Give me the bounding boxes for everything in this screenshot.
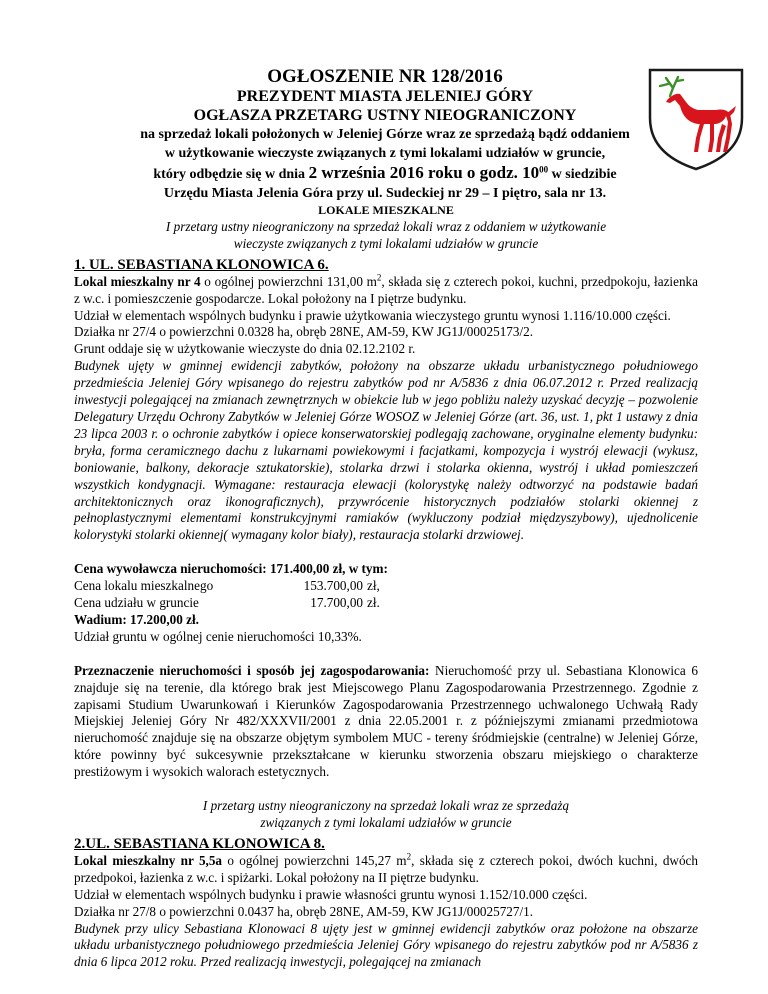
section-2-share: Udział w elementach wspólnych budynku i prawie własności gruntu wynosi 1.152/10.000 części. bbox=[74, 886, 588, 902]
document-body bbox=[74, 202, 698, 971]
price-row: Cena lokalu mieszkalnego 153.700,00 zł, bbox=[74, 578, 380, 594]
header-line-5: w użytkowanie wieczyste związanych z tymi lokalami udziałów w gruncie, bbox=[164, 146, 606, 161]
section-1-purpose: Przeznaczenie nieruchomości i sposób jej zagospodarowania: Nieruchomość przy ul. Sebastiana Klonowica 6 znajduje się na terenie, dla którego brak jest Miejscowego Planu Zagospodarowania Przestrzennego. Zgodnie z zapisami Studium Uwarunkowań i Kierunków Zagospodarowania Przestrzennego uchwalonego Uchwałą Rady Miejskiej Jeleniej Góry Nr 482/XXXVII/2001 z dnia 22.05.2001 r. z późniejszymi zmianami przedmiotowa nieruchomość znajduje się na obszarze objętym symbolem MUC - tereny śródmiejskie (centralne) w Jeleniej Górze, które powinny być sukcesywnie przekształcane w kierunku stworzenia obszaru miejskiego o charakterze prestiżowym i wysokich walorach estetycznych. bbox=[74, 662, 698, 780]
auction-date: 2 września 2016 roku o godz. 10 bbox=[308, 163, 540, 182]
section-1-price-total: Cena wywoławcza nieruchomości: 171.400,00 zł, w tym: bbox=[74, 561, 388, 577]
header-line-6: który odbędzie się w dnia 2 września 2016 roku o godz. $10^{00}$ w siedzibie bbox=[153, 163, 617, 182]
section-1-wadium: Wadium: 17.200,00 zł. bbox=[74, 611, 199, 627]
announcement-title: OGŁOSZENIE NR 128/2016 bbox=[267, 66, 503, 87]
section-2-heading-subtitle: I przetarg ustny nieograniczony na sprzedaż lokali wraz ze sprzedażą związanych z tymi lokalami udziałów w gruncie bbox=[202, 798, 570, 830]
section-1-plot: Działka nr 27/4 o powierzchni 0.0328 ha, obręb 28NE, AM-59, KW JG1J/00025173/2. bbox=[74, 324, 534, 340]
header-line-4: na sprzedaż lokali położonych w Jeleniej Górze wraz ze sprzedażą bądź oddaniem bbox=[140, 127, 630, 142]
announcement-header bbox=[80, 66, 690, 203]
section-2-plot: Działka nr 27/8 o powierzchni 0.0437 ha, obręb 28NE, AM-59, KW JG1J/00025727/1. bbox=[74, 903, 534, 919]
announcement-subject: OGŁASZA PRZETARG USTNY NIEOGRANICZONY bbox=[193, 107, 577, 124]
deer-crest-icon bbox=[646, 66, 746, 172]
section-1-lease: Grunt oddaje się w użytkowanie wieczyste do dnia 02.12.2102 r. bbox=[74, 341, 416, 357]
section-2-unit-description: Lokal mieszkalny nr 5,5a o ogólnej powierzchni 145,27 $m^2$, składa się z czterech pokoi, dwóch kuchni, dwóch przedpokoi, łazienka z w.c. i spiżarki. Lokal położony na II piętrze budynku. bbox=[74, 851, 698, 885]
section-2-title: 2.UL. SEBASTIANA KLONOWICA 8. bbox=[74, 835, 325, 852]
header-line-7: Urzędu Miasta Jelenia Góra przy ul. Sudeckiej nr 29 – I piętro, sala nr 13. bbox=[163, 186, 607, 201]
section-heading-subtitle: I przetarg ustny nieograniczony na sprzedaż lokali wraz z oddaniem w użytkowanie wieczyste związanych z tymi lokalami udziałów w gruncie bbox=[165, 218, 607, 251]
section-heading-title: LOKALE MIESZKALNE bbox=[318, 203, 454, 217]
section-1-share: Udział w elementach wspólnych budynku i prawie użytkowania wieczystego gruntu wynosi 1.116/10.000 części. bbox=[74, 307, 671, 323]
announcement-issuer: PREZYDENT MIASTA JELENIEJ GÓRY bbox=[236, 88, 534, 105]
section-1-land-share: Udział gruntu w ogólnej cenie nieruchomości 10,33%. bbox=[74, 628, 362, 644]
section-1-title: 1. UL. SEBASTIANA KLONOWICA 6. bbox=[74, 256, 329, 273]
section-1-monument-note: Budynek ujęty w gminnej ewidencji zabytków, położony na obszarze układu urbanistycznego południowego przedmieścia Jeleniej Góry wpisanego do rejestru zabytków pod nr A/5836 z dnia 06.07.2012 r. Przed realizacją inwestycji polegającej na zmianach zewnętrznych w obiekcie lub w jego pobliżu należy uzyskać decyzję – pozwolenie Delegatury Urzędu Ochrony Zabytków w Jeleniej Górze WOSOZ w Jeleniej Górze (art. 36, ust. 1, pkt 1 ustawy z dnia 23 lipca 2003 r. o ochronie zabytków i opiece konserwatorskiej podlegają zachowane, oryginalne elementy budynku: bryła, forma ceramicznego dachu z lukarnami powiekowymi i facjatkami, kompozycja i wystrój elewacji (wykusz, boniowanie, balkony, dekoracje sztukatorskie), stolarka drzwi i stolarka okienna, wystrój i układ pomieszczeń wszystkich kondygnacji. Wymagane: restauracja elewacji (kolorystykę należy odtworzyć na podstawie badań architektonicznych oraz ikonograficznych), przywrócenie historycznych podziałów stolarki okiennej z pełnoplastycznymi elementami konstrukcyjnymi ramiaków (wykluczony podział międzyszybowy), ujednolicenie kolorystyki stolarki okiennej( wymagany kolor biały), restauracja stolarki drzwiowej. bbox=[74, 358, 698, 543]
price-row: Cena udziału w gruncie 17.700,00 zł. bbox=[74, 595, 380, 611]
section-1-unit-description: Lokal mieszkalny nr 4 o ogólnej powierzchni 131,00 $m^2$, składa się z czterech pokoi, kuchni, przedpokoju, łazienka z w.c. i pomieszczenie gospodarcze. Lokal położony na I piętrze budynku. bbox=[74, 272, 698, 306]
section-2-monument-note: Budynek przy ulicy Sebastiana Klonowaci 8 ujęty jest w gminnej ewidencji zabytków oraz położone na obszarze układu urbanistycznego południowego przedmieścia Jeleniej Góry wpisanego do rejestru zabytków pod nr A/5836 z dnia 6 lipca 2012 roku. Przed realizacją inwestycji, polegającej na zmianach bbox=[74, 920, 698, 970]
